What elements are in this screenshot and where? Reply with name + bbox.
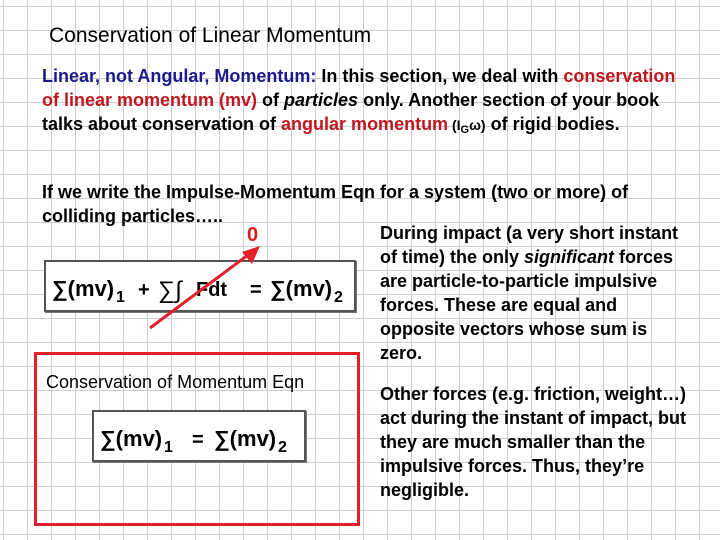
significant-word: significant (524, 247, 615, 267)
impact-explanation (380, 221, 680, 365)
zero-label: 0 (247, 224, 259, 246)
intro-text-3: only. Another section of your book talks about conservation of (42, 90, 660, 134)
impact-text-2: forces are particle-to-particle impulsive forces. These are equal and opposite vectors whose sum is zero. (380, 247, 674, 363)
eq1-equals: = (250, 279, 262, 301)
zero-arrow-icon (140, 240, 270, 335)
intro-heading: Linear, not Angular, Momentum: (42, 66, 317, 86)
conservation-phrase: conservation of linear momentum (mv) (42, 66, 676, 110)
particles-word: particles (284, 90, 359, 110)
eq2-rhs: ∑(mv) (214, 426, 277, 451)
impact-text-1: During impact (a very short instant of time) the only (380, 223, 679, 267)
eq1-rhs: ∑(mv) (270, 276, 333, 301)
eq1-rhs-sub: 2 (334, 289, 343, 306)
eq1-lhs: ∑(mv) (52, 276, 115, 301)
angular-phrase: angular momentum (281, 114, 449, 134)
intro-text-1: In this section, we deal with (316, 66, 564, 86)
eq1-plus: + (138, 279, 150, 301)
ig-close: ω) (469, 117, 486, 133)
intro-text-4: of rigid bodies. (485, 114, 620, 134)
eq1-lhs-sub: 1 (116, 289, 125, 306)
conservation-box-title: Conservation of Momentum Eqn (46, 372, 305, 392)
eq2-lhs: ∑(mv) (100, 426, 163, 451)
ig-open: (I (448, 117, 461, 133)
eq1-fdt: Fdt (196, 279, 228, 301)
intro-paragraph (42, 64, 682, 142)
eq2-lhs-sub: 1 (164, 439, 173, 456)
impulse-intro: If we write the Impulse-Momentum Eqn for a system (two or more) of colliding particles….. (42, 182, 629, 226)
conservation-equation (92, 410, 306, 462)
eq2-equals: = (192, 429, 204, 451)
eq1-integral: ∑∫ (158, 277, 182, 304)
slide-title: Conservation of Linear Momentum (49, 24, 372, 47)
intro-text-2: of (257, 90, 285, 110)
eq2-rhs-sub: 2 (278, 439, 287, 456)
other-forces-paragraph: Other forces (e.g. friction, weight…) act during the instant of impact, but they are much smaller than the impulsive forces. Thus, they’re negligible. (380, 384, 687, 500)
ig-subscript: G (460, 124, 470, 136)
